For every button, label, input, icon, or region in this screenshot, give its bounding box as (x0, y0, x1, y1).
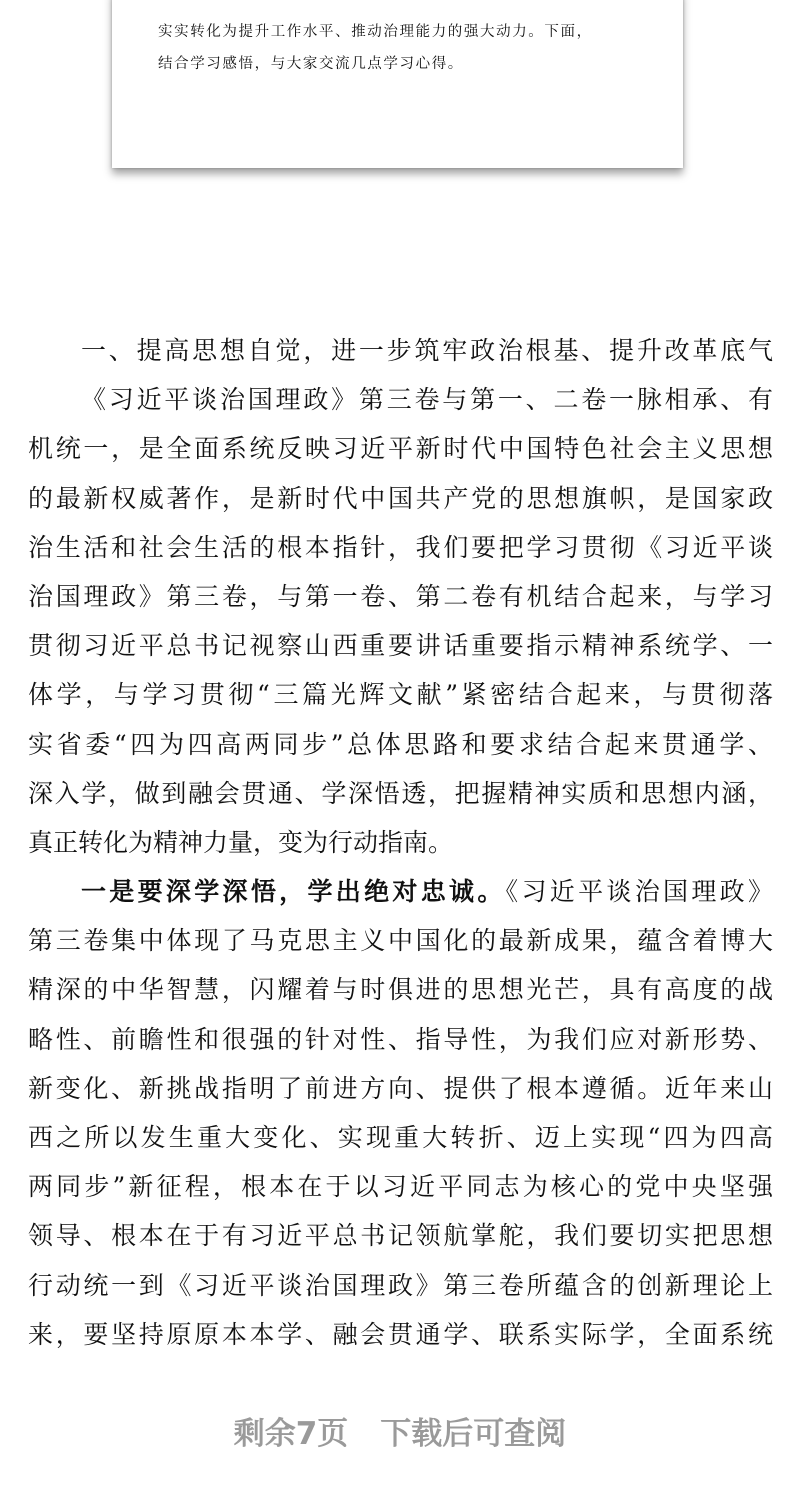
text-line: 新变化、新挑战指明了前进方向、提供了根本遵循。近年来山 (28, 1073, 773, 1103)
text-line: 领导、根本在于有习近平总书记领航掌舵，我们要切实把思想 (28, 1221, 773, 1251)
text-line: 的最新权威著作，是新时代中国共产党的思想旗帜，是国家政 (28, 483, 773, 513)
text-line: 两同步”新征程，根本在于以习近平同志为核心的党中央坚强 (28, 1172, 773, 1202)
text-line: 机统一，是全面系统反映习近平新时代中国特色社会主义思想 (28, 434, 773, 464)
text-line: 真正转化为精神力量，变为行动指南。 (28, 827, 454, 857)
remaining-pages: 剩余7页 (233, 1416, 349, 1452)
bold-lead: 一是要深学深悟，学出绝对忠诚。 (81, 877, 506, 907)
text-line: 治国理政》第三卷，与第一卷、第二卷有机结合起来，与学习 (28, 581, 773, 611)
text-line (28, 867, 773, 916)
text-line: 深入学，做到融会贯通、学深悟透，把握精神实质和思想内涵， (28, 778, 773, 808)
download-prompt[interactable] (0, 1408, 800, 1453)
text-line: 精深的中华智慧，闪耀着与时俱进的思想光芒，具有高度的战 (28, 975, 773, 1005)
text-line: 《习近平谈治国理政》第三卷与第一、二卷一脉相承、有 (81, 385, 773, 415)
text-line: 体学，与学习贯彻“三篇光辉文献”紧密结合起来，与贯彻落 (28, 680, 773, 710)
text-line: 行动统一到《习近平谈治国理政》第三卷所蕴含的创新理论上 (28, 1270, 773, 1300)
text-line: 来，要坚持原原本本学、融会贯通学、联系实际学，全面系统 (28, 1319, 773, 1349)
text-line: 略性、前瞻性和很强的针对性、指导性，为我们应对新形势、 (28, 1024, 773, 1054)
text-line: 西之所以发生重大变化、实现重大转折、迈上实现“四为四高 (28, 1123, 773, 1152)
text-line: 实省委“四为四高两同步”总体思路和要求结合起来贯通学、 (28, 729, 773, 759)
document-body (28, 326, 773, 1359)
preview-page-card (112, 0, 683, 168)
card-text-line: 实实转化为提升工作水平、推动治理能力的强大动力。下面， (158, 24, 593, 40)
text-line: 贯彻习近平总书记视察山西重要讲话重要指示精神系统学、一 (28, 631, 773, 661)
card-text-line: 结合学习感悟，与大家交流几点学习心得。 (158, 56, 464, 72)
text-line: 治生活和社会生活的根本指针，我们要把学习贯彻《习近平谈 (28, 532, 773, 562)
section-heading: 一、提高思想自觉，进一步筑牢政治根基、提升改革底气 (81, 336, 773, 365)
download-hint: 下载后可查阅 (380, 1416, 567, 1452)
text-span: 《习近平谈治国理政》 (505, 877, 773, 907)
text-line: 第三卷集中体现了马克思主义中国化的最新成果，蕴含着博大 (28, 926, 773, 956)
